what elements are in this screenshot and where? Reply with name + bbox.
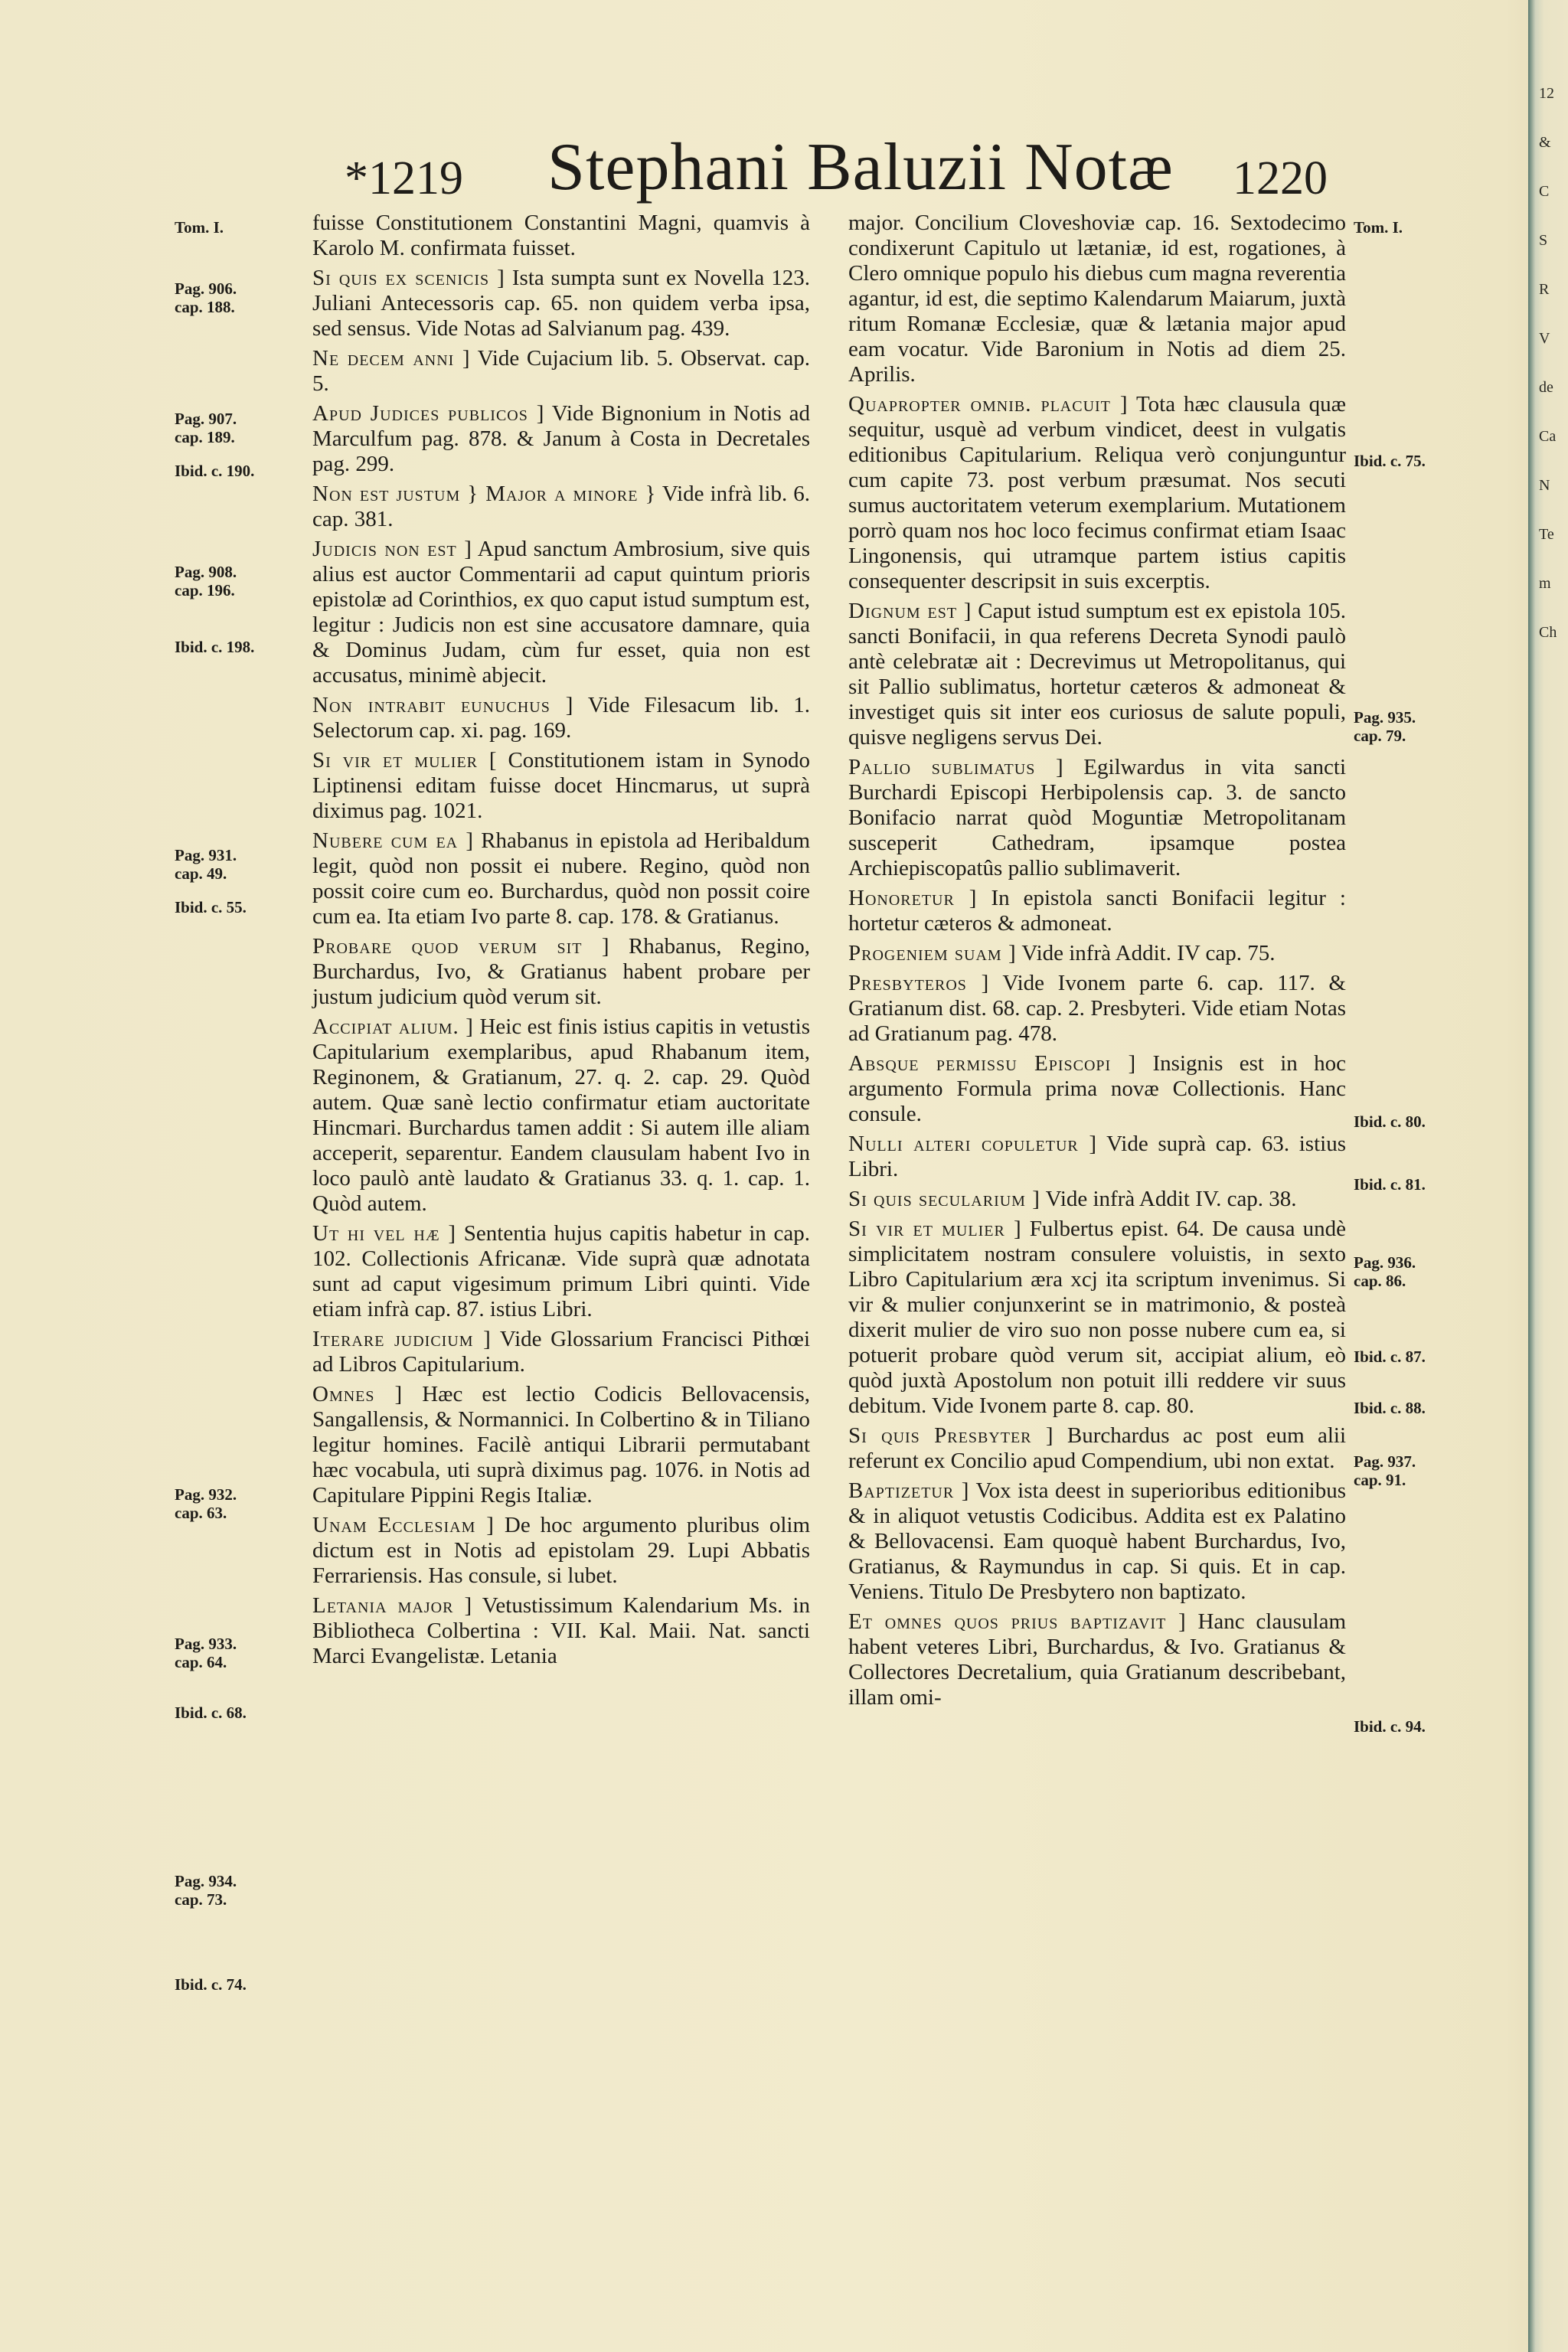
note-entry: Non intrabit eunuchus ] Vide Filesacum lib. 1. Selectorum cap. xi. pag. 169.: [312, 693, 810, 743]
note-entry: Letania major ] Vetustissimum Kalendarium Ms. in Bibliotheca Colbertina : VII. Kal. Maii. Nat. sancti Marci Evangelistæ. Letania: [312, 1593, 810, 1668]
margin-note: Pag. 937. cap. 91.: [1354, 1452, 1416, 1489]
note-entry: Pallio sublimatus ] Egilwardus in vita sancti Burchardi Episcopi Herbipolensis cap. 3. de sancto Bonifacio narrat quòd Moguntiæ Metropolitanam susceperit Cathedram, ipsamque postea Archiepiscopatûs pallio sublimaverit.: [848, 755, 1347, 880]
note-entry: Si quis secularium ] Vide infrà Addit IV. cap. 38.: [848, 1187, 1297, 1211]
note-entry: Baptizetur ] Vox ista deest in superioribus editionibus & in aliquot vetustis Codicibus. Addita est ex Palatino & Bellovacensi. Eam quoquè habent Burchardus, Ivo, Gratianus, & Raymundus in cap. Si quis. Et in cap. Veniens. Titulo De Presbytero non baptizato.: [848, 1478, 1346, 1604]
note-entry: Et omnes quos prius baptizavit ] Hanc clausulam habent veteres Libri, Burchardus, & Ivo. Gratianus & Collectores Decretalium, quia Gratianum describebant, illam omi-: [848, 1609, 1346, 1710]
page-number-right: 1220: [1233, 152, 1328, 204]
margin-note: Pag. 933. cap. 64.: [175, 1635, 237, 1671]
note-entry: Unam Ecclesiam ] De hoc argumento pluribus olim dictum est in Notis ad epistolam 29. Lupi Abbatis Ferrariensis. Has consule, si lubet.: [312, 1513, 811, 1588]
margin-note: Pag. 908. cap. 196.: [175, 563, 237, 599]
margin-note: Pag. 934. cap. 73.: [175, 1872, 237, 1909]
margin-note: Pag. 935. cap. 79.: [1354, 708, 1416, 745]
margin-note: Ibid. c. 81.: [1354, 1175, 1426, 1194]
note-entry: Honoretur ] In epistola sancti Bonifacii legitur : hortetur cæteros & admoneat.: [848, 886, 1346, 936]
running-title: Stephani Baluzii Notæ: [547, 130, 1174, 204]
note-entry: Si quis Presbyter ] Burchardus ac post eum alii referunt ex Concilio apud Compendium, ubi non extat.: [848, 1423, 1347, 1473]
facing-page-fragments: [1539, 69, 1565, 657]
note-entry: fuisse Constitutionem Constantini Magni, quamvis à Karolo M. confirmata fuisset.: [312, 211, 810, 260]
margin-note: Ibid. c. 55.: [175, 898, 247, 916]
edge-fragment: Ch: [1539, 624, 1557, 641]
right-text-column: [848, 211, 1346, 1715]
margin-note: Pag. 931. cap. 49.: [175, 846, 237, 883]
left-text-column: [312, 211, 810, 1674]
note-entry: Si vir et mulier [ Constitutionem istam in Synodo Liptinensi editam fuisse docet Hincmarus, ut suprà diximus pag. 1021.: [312, 748, 811, 823]
edge-fragment: m: [1539, 575, 1551, 592]
margin-note: Ibid. c. 68.: [175, 1704, 247, 1722]
running-header: [0, 129, 1531, 213]
note-entry: Progeniem suam ] Vide infrà Addit. IV cap. 75.: [848, 941, 1276, 965]
note-entry: major. Concilium Cloveshoviæ cap. 16. Sextodecimo condixerunt Capitulo ut lætaniæ, id est, rogationes, à Clero omnique populo his diebus cum magna reverentia agantur, id est, die septimo Kalendarum Maiarum, juxtà ritum Romanæ Ecclesiæ, quæ & lætania major apud eam vocatur. Vide Baronium in Notis ad diem 25. Aprilis.: [848, 211, 1346, 387]
note-entry: Nulli alteri copuletur ] Vide suprà cap. 63. istius Libri.: [848, 1132, 1346, 1181]
note-entry: Quapropter omnib. placuit ] Tota hæc clausula quæ sequitur, usquè ad verbum vindicet, deest in vulgatis editionibus Capitularium. Reliqua verò conjunguntur cum capite 73. post verbum præsumat. Nos secuti sumus auctoritatem veterum exemplarium. Mutationem porrò quam nos hoc loco fecimus confirmat etiam Isaac Lingonensis, qui utramque partem istius capitis consequenter descripsit in suis excerptis.: [848, 392, 1346, 593]
margin-note: Pag. 932. cap. 63.: [175, 1485, 237, 1522]
edge-fragment: N: [1539, 477, 1550, 494]
margin-note: Ibid. c. 80.: [1354, 1112, 1426, 1131]
margin-note: Pag. 906. cap. 188.: [175, 279, 237, 316]
note-entry: Probare quod verum sit ] Rhabanus, Regino, Burchardus, Ivo, & Gratianus habent probare per justum judicium quòd verum sit.: [312, 934, 810, 1009]
edge-fragment: Ca: [1539, 428, 1557, 445]
margin-note: Ibid. c. 88.: [1354, 1399, 1426, 1417]
note-entry: Omnes ] Hæc est lectio Codicis Bellovacensis, Sangallensis, & Normannici. In Colbertino & in Tiliano legitur homines. Facilè antiqui Librarii permutabant hæc vocabula, uti suprà diximus pag. 1076. in Notis ad Capitulare Pippini Regis Italiæ.: [312, 1382, 810, 1508]
margin-note: Tom. I.: [175, 218, 224, 237]
edge-fragment: C: [1539, 183, 1550, 200]
note-entry: Presbyteros ] Vide Ivonem parte 6. cap. 117. & Gratianum dist. 68. cap. 2. Presbyteri. Vide etiam Notas ad Gratianum pag. 478.: [848, 971, 1346, 1046]
edge-fragment: de: [1539, 379, 1553, 396]
edge-fragment: R: [1539, 281, 1550, 298]
note-entry: Judicis non est ] Apud sanctum Ambrosium, sive quis alius est auctor Commentarii ad caput quintum prioris epistolæ ad Corinthios, ex quo caput istud sumptum est, legitur : Judicis non est sine accusatore damnare, quia & Dominus Judam, cùm fur esset, quia non est accusatus, minimè abjecit.: [312, 537, 810, 688]
note-entry: Non est justum } Major a minore } Vide infrà lib. 6. cap. 381.: [312, 482, 810, 531]
margin-note: Pag. 936. cap. 86.: [1354, 1253, 1416, 1290]
note-entry: Accipiat alium. ] Heic est finis istius capitis in vetustis Capitularium exemplaribus, apud Rhabanum item, Reginonem, & Gratianum, 27. q. 2. cap. 29. Quòd autem. Quæ sanè lectio confirmatur etiam auctoritate Hincmari. Burchardus tamen addit : Si autem ille aliam acceperit, separentur. Eandem clausulam habent Ivo in loco paulò antè laudato & Gratianus 33. q. 1. cap. 1. Quòd autem.: [312, 1014, 811, 1216]
edge-fragment: Te: [1539, 526, 1554, 543]
note-entry: Ne decem anni ] Vide Cujacium lib. 5. Observat. cap. 5.: [312, 346, 810, 396]
edge-fragment: S: [1539, 232, 1548, 249]
note-entry: Iterare judicium ] Vide Glossarium Francisci Pithœi ad Libros Capitularium.: [312, 1327, 810, 1377]
edge-fragment: 12: [1539, 85, 1554, 102]
note-entry: Si vir et mulier ] Fulbertus epist. 64. De causa undè simplicitatem nostram consulere voluistis, in sexto Libro Capitularium æra xcj ita scriptum invenimus. Si vir & mulier conjunxerint se in matrimonio, & posteà dixerit mulier de viro suo non posse nubere cum ea, si potuerit probare quòd verum sit, accipiat alium, eò quòd juxtà Apostolum non potuit illi reddere vir suus debitum. Vide Ivonem parte 8. cap. 80.: [848, 1217, 1347, 1418]
margin-note: Ibid. c. 190.: [175, 462, 255, 480]
margin-note: Ibid. c. 74.: [175, 1975, 247, 1994]
note-entry: Nubere cum ea ] Rhabanus in epistola ad Heribaldum legit, quòd non possit ei nubere. Regino, quòd non possit coire cum eo. Burchardus, quòd non possit coire cum ea. Ita etiam Ivo parte 8. cap. 178. & Gratianus.: [312, 828, 810, 929]
page-number-left: *1219: [345, 152, 463, 204]
note-entry: Dignum est ] Caput istud sumptum est ex epistola 105. sancti Bonifacii, in qua referens Decreta Synodi paulò antè celebratæ ait : Decrevimus ut Metropolitanus, qui sit Pallio sublimatus, hortetur cæteros & admoneat & investiget quis sit inter eos curiosus de salute populi, quisve negligens servus Dei.: [848, 599, 1346, 750]
edge-fragment: &: [1539, 134, 1551, 151]
margin-note: Ibid. c. 75.: [1354, 452, 1426, 470]
note-entry: Apud Judices publicos ] Vide Bignonium in Notis ad Marculfum pag. 878. & Janum à Costa in Decretales pag. 299.: [312, 401, 810, 476]
note-entry: Ut hi vel hæ ] Sententia hujus capitis habetur in cap. 102. Collectionis Africanæ. Vide suprà quæ adnotata sunt ad caput vigesimum primum Libri quinti. Vide etiam infrà cap. 87. istius Libri.: [312, 1221, 810, 1321]
note-entry: Si quis ex scenicis ] Ista sumpta sunt ex Novella 123. Juliani Antecessoris cap. 65. non quidem verba ipsa, sed sensus. Vide Notas ad Salvianum pag. 439.: [312, 266, 810, 341]
margin-note: Ibid. c. 87.: [1354, 1348, 1426, 1366]
note-entry: Absque permissu Episcopi ] Insignis est in hoc argumento Formula prima novæ Collectionis. Hanc consule.: [848, 1051, 1346, 1126]
facing-page-edge: [1528, 0, 1568, 2352]
margin-note: Ibid. c. 94.: [1354, 1717, 1426, 1736]
edge-fragment: V: [1539, 330, 1550, 347]
margin-note: Ibid. c. 198.: [175, 638, 255, 656]
margin-note: Pag. 907. cap. 189.: [175, 410, 237, 446]
margin-note: Tom. I.: [1354, 218, 1403, 237]
